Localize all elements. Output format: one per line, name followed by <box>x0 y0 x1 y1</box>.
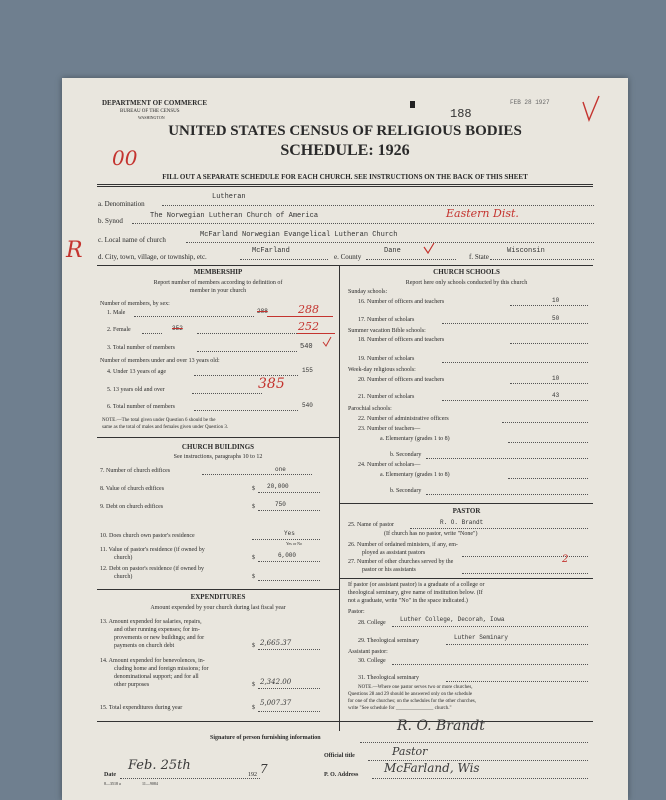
date-value: Feb. 25th <box>128 758 191 773</box>
total-members-value: 540 <box>300 343 313 351</box>
q25-hint: (If church has no pastor, write "None") <box>384 531 478 537</box>
q21-value: 43 <box>552 392 560 399</box>
buildings-sub: See instructions, paragraphs 10 to 12 <box>173 454 263 460</box>
q17-label: 17. Number of scholars <box>358 317 415 323</box>
dollar-sign: $ <box>252 643 255 649</box>
grad-note-2: theological seminary, give name of institution below. (If <box>348 590 483 596</box>
q22-label: 22. Number of administrative officers <box>358 416 449 422</box>
checkmark-icon <box>321 336 333 348</box>
department-label: DEPARTMENT OF COMMERCE <box>102 99 208 107</box>
edifices-debt-label: 9. Debt on church edifices <box>100 504 164 510</box>
q23a-label: a. Elementary (grades 1 to 8) <box>380 436 450 442</box>
under-13-label: 4. Under 13 years of age <box>107 369 166 375</box>
form-code-2: 11—9084 <box>142 781 158 786</box>
q30-label: 30. College <box>358 658 386 664</box>
pastor-note-3: for one of the churches; on the schedules for the other churches, <box>348 699 477 704</box>
official-title-value: Pastor <box>392 745 428 758</box>
synod-value: The Norwegian Lutheran Church of America <box>150 212 319 220</box>
q29-label: 29. Theological seminary <box>358 638 420 644</box>
margin-mark-r: R <box>66 238 83 263</box>
residence-value-label-1: 11. Value of pastor's residence (if owned by <box>100 547 205 553</box>
expenditures-heading: EXPENDITURES <box>190 593 246 601</box>
q27-label-1: 27. Number of other churches served by the <box>348 559 454 565</box>
residence-debt-label-1: 12. Debt on pastor's residence (if owned by <box>100 566 205 572</box>
city-label-field: d. City, town, village, or township, etc. <box>98 253 207 261</box>
total-members-2-label: 6. Total number of members <box>107 404 175 410</box>
q24-label: 24. Number of scholars— <box>358 462 421 468</box>
city-label: WASHINGTON <box>138 115 165 120</box>
parochial-label: Parochial schools: <box>348 406 392 412</box>
q17-value: 50 <box>552 315 560 322</box>
checkmark-icon <box>422 241 436 255</box>
q29-value: Luther Seminary <box>454 634 509 641</box>
dollar-sign: $ <box>252 555 255 561</box>
weekday-label: Week-day religious schools: <box>348 367 416 373</box>
q13-label-2: and other running expenses; for im- <box>114 627 200 633</box>
q26-label-2: ployed as assistant pastors <box>362 550 426 556</box>
female-struck-value: 352 <box>172 325 183 332</box>
q20-label: 20. Number of officers and teachers <box>358 377 445 383</box>
county-value: Dane <box>384 247 401 255</box>
year-prefix: 192 <box>248 772 257 778</box>
q13-value: 2,665.37 <box>260 639 292 647</box>
po-address-label: P. O. Address <box>324 772 359 778</box>
q14-label-1: 14. Amount expended for benevolences, in- <box>100 658 205 664</box>
form-subtitle: SCHEDULE: 1926 <box>280 142 410 159</box>
q23-label: 23. Number of teachers— <box>358 426 421 432</box>
schools-heading: CHURCH SCHOOLS <box>433 268 500 276</box>
bureau-label: BUREAU OF THE CENSUS <box>120 109 180 114</box>
q14-value: 2,342.00 <box>260 678 292 686</box>
q28-value: Luther College, Decorah, Iowa <box>400 616 505 623</box>
membership-intro-2: member in your church <box>189 288 247 294</box>
q13-label-3: provements or new buildings; and for <box>114 635 205 641</box>
pastor-note-4: write "See schedule for _______________ church." <box>348 706 452 711</box>
q15-label: 15. Total expenditures during year <box>100 705 183 711</box>
residence-value-label-2: church) <box>114 555 133 561</box>
dollar-sign: $ <box>252 682 255 688</box>
q28-label: 28. College <box>358 620 386 626</box>
owns-residence-label: 10. Does church own pastor's residence <box>100 533 195 539</box>
q19-label: 19. Number of scholars <box>358 356 415 362</box>
punch-mark <box>410 101 415 108</box>
membership-heading: MEMBERSHIP <box>193 268 243 276</box>
q16-value: 10 <box>552 297 560 304</box>
q25-value: R. O. Brandt <box>440 519 484 526</box>
dollar-sign: $ <box>252 705 255 711</box>
local-name-value: McFarland Norwegian Evangelical Lutheran Church <box>200 231 398 239</box>
local-name-label: c. Local name of church <box>98 236 166 244</box>
schools-sub: Report here only schools conducted by this church <box>405 280 528 286</box>
female-label: 2. Female <box>107 327 131 333</box>
denomination-label: a. Denomination <box>98 200 145 208</box>
q15-value: 5,007.37 <box>260 699 292 707</box>
over-13-label: 5. 13 years old and over <box>107 387 165 393</box>
q16-label: 16. Number of officers and teachers <box>358 299 445 305</box>
date-label: Date <box>104 772 116 778</box>
membership-note-2: same as the total of males and females given under Question 3. <box>102 425 229 430</box>
grad-note-3: not a graduate, write "No" in the space indicated.) <box>348 598 468 604</box>
dollar-sign: $ <box>252 504 255 510</box>
q21-label: 21. Number of scholars <box>358 394 415 400</box>
signature-value: R. O. Brandt <box>397 718 485 734</box>
county-label: e. County <box>334 253 362 261</box>
yes-no-hint: Yes or No <box>286 541 303 546</box>
red-code-mark: 00 <box>112 146 138 170</box>
pastor-sub-label: Pastor: <box>348 609 365 615</box>
total-members-2-value: 540 <box>302 402 313 409</box>
instructions-line: FILL OUT A SEPARATE SCHEDULE FOR EACH CHURCH. SEE INSTRUCTIONS ON THE BACK OF THIS SHEET <box>162 173 528 181</box>
grad-note-1: If pastor (or assistant pastor) is a graduate of a college or <box>348 582 485 588</box>
city-value: McFarland <box>252 247 290 255</box>
membership-intro-1: Report number of members according to definition of <box>153 280 283 286</box>
received-stamp: FEB 28 1927 <box>510 99 550 106</box>
male-label: 1. Male <box>107 310 126 316</box>
denomination-value: Lutheran <box>212 193 246 201</box>
q27-value: 2 <box>562 554 569 565</box>
q23b-label: b. Secondary <box>390 452 422 458</box>
pastor-note-2: Questions 28 and 29 should be answered only on the schedule <box>348 692 473 697</box>
q24b-label: b. Secondary <box>390 488 422 494</box>
q26-label-1: 26. Number of ordained ministers, if any, em- <box>348 542 458 548</box>
q24a-label: a. Elementary (grades 1 to 8) <box>380 472 450 478</box>
membership-note-1: NOTE.—The total given under Question 6 should be the <box>102 418 216 423</box>
q20-value: 10 <box>552 375 560 382</box>
male-value: 288 <box>298 303 319 316</box>
q13-label-4: payments on church debt <box>114 643 175 649</box>
dollar-sign: $ <box>252 486 255 492</box>
owns-residence-value: Yes <box>284 530 295 537</box>
official-title-label: Official title <box>324 753 355 759</box>
state-value: Wisconsin <box>507 247 545 255</box>
edifices-value-value: 20,000 <box>267 483 289 490</box>
total-members-label: 3. Total number of members <box>107 345 175 351</box>
expenditures-sub: Amount expended by your church during last fiscal year <box>150 605 286 611</box>
sunday-label: Sunday schools: <box>348 289 388 295</box>
signature-label: Signature of person furnishing information <box>210 735 321 741</box>
male-struck-value: 288 <box>257 308 268 315</box>
female-value: 252 <box>298 320 319 333</box>
q14-label-2: cluding home and foreign missions; for <box>114 666 209 672</box>
assistant-sub-label: Assistant pastor: <box>348 649 388 655</box>
residence-value-value: 6,000 <box>278 552 297 559</box>
summer-label: Summer vacation Bible schools: <box>348 328 426 334</box>
dollar-sign: $ <box>252 574 255 580</box>
form-code: 8—3518 a <box>104 781 121 786</box>
age-intro-label: Number of members under and over 13 years old: <box>100 358 220 364</box>
checkmark-icon <box>580 94 602 124</box>
buildings-heading: CHURCH BUILDINGS <box>181 443 255 451</box>
over-13-value: 385 <box>258 376 285 392</box>
census-schedule-form <box>62 78 628 800</box>
synod-label: b. Synod <box>98 217 123 225</box>
edifices-value-label: 8. Value of church edifices <box>100 486 165 492</box>
q14-label-3: denominational support; and for all <box>114 674 199 680</box>
q25-label: 25. Name of pastor <box>348 522 394 528</box>
edifices-count-value: one <box>275 466 286 473</box>
q14-label-4: other purposes <box>114 682 150 688</box>
under-13-value: 155 <box>302 367 313 374</box>
by-sex-label: Number of members, by sex: <box>100 301 170 307</box>
q18-label: 18. Number of officers and teachers <box>358 337 445 343</box>
edifices-count-label: 7. Number of church edifices <box>100 468 171 474</box>
pastor-heading: PASTOR <box>452 507 481 515</box>
schedule-number: 188 <box>450 107 472 121</box>
q31-label: 31. Theological seminary <box>358 675 420 681</box>
synod-district: Eastern Dist. <box>446 207 519 220</box>
pastor-note-1: NOTE.—Where one pastor serves two or more churches, <box>358 685 473 690</box>
form-title: UNITED STATES CENSUS OF RELIGIOUS BODIES <box>168 123 522 139</box>
year-suffix: 7 <box>260 762 268 776</box>
residence-debt-label-2: church) <box>114 574 133 580</box>
q27-label-2: pastor or his assistants <box>362 567 416 573</box>
state-label: f. State <box>469 253 489 261</box>
q13-label-1: 13. Amount expended for salaries, repairs, <box>100 619 202 625</box>
edifices-debt-value: 750 <box>275 501 286 508</box>
po-address-value: McFarland, Wis <box>384 761 480 775</box>
